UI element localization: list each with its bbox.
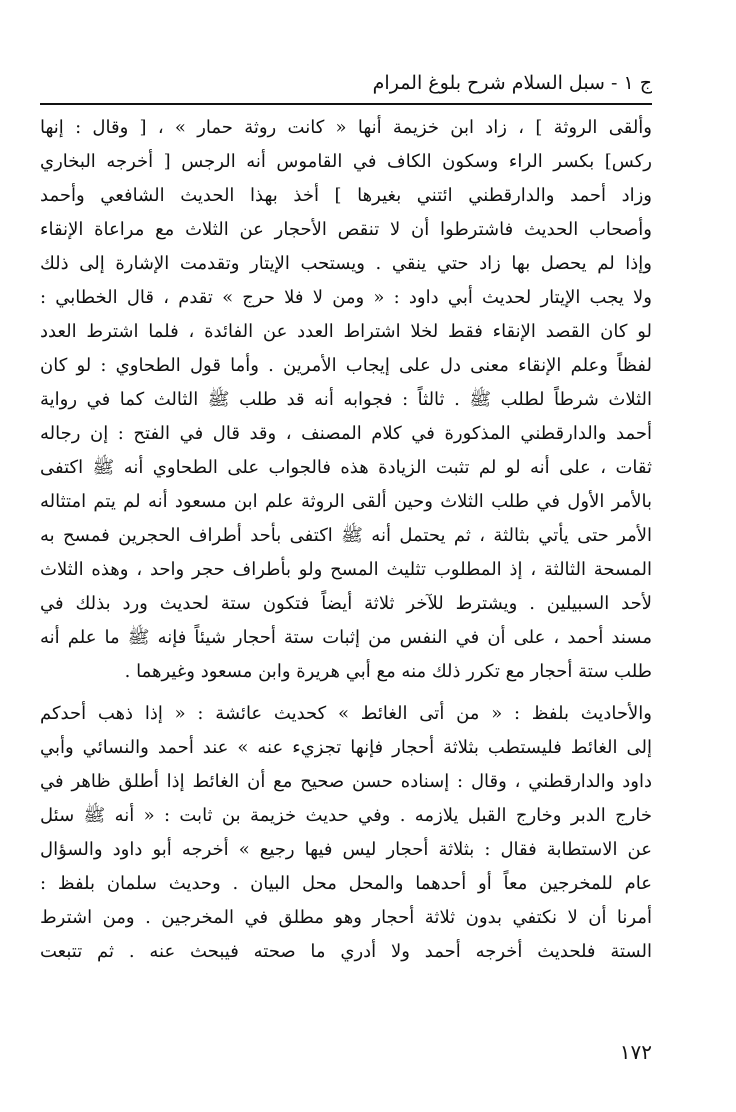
- text-line: أحمد والدارقطني المذكورة في كلام المصنف ، وقد قال في الفتح : إن رجاله: [40, 423, 652, 444]
- running-header: ج ١ - سبل السلام شرح بلوغ المرام: [372, 72, 652, 94]
- text-line: لو كان القصد الإنقاء فقط لخلا اشتراط العدد عن الفائدة ، فلما اشترط العدد: [40, 321, 652, 342]
- text-line: داود والدارقطني ، وقال : إسناده حسن صحيح مع أن الغائط إذا أطلق ظاهر في: [40, 771, 652, 792]
- text-line: عام للمخرجين معاً أو أحدهما والمحل محل البيان . وحديث سلمان بلفظ :: [40, 873, 652, 894]
- text-line: مسند أحمد ، على أن في النفس من إثبات ستة أحجار شيئاً فإنه ﷺ ما علم أنه: [40, 627, 652, 648]
- text-line: ركس] بكسر الراء وسكون الكاف في القاموس أنه الرجس [ أخرجه البخاري: [40, 151, 652, 172]
- text-line: وأصحاب الحديث فاشترطوا أن لا تنقص الأحجار عن الثلاث مع مراعاة الإنقاء: [40, 219, 652, 240]
- text-line: بالأمر الأول في طلب الثلاث وحين ألقى الروثة علم ابن مسعود أنه لم يتم امتثاله: [40, 491, 652, 512]
- page-number: ١٧٢: [619, 1040, 652, 1064]
- text-line: طلب ستة أحجار مع تكرر ذلك منه مع أبي هريرة وابن مسعود وغيرهما .: [124, 661, 652, 682]
- main-text: [40, 111, 652, 969]
- text-line: والأحاديث بلفظ : « من أتى الغائط » كحديث عائشة : « إذا ذهب أحدكم: [40, 703, 652, 724]
- text-line: إلى الغائط فليستطب بثلاثة أحجار فإنها تجزيء عنه » عند أحمد والنسائي وأبي: [40, 737, 652, 758]
- text-line: لفظاً وعلم الإنقاء معنى دل على إيجاب الأمرين . وأما قول الطحاوي : لو كان: [40, 355, 652, 376]
- text-line: الستة فلحديث أخرجه أحمد ولا أدري ما صحته فيبحث عنه . ثم تتبعت: [40, 941, 652, 962]
- header-rule: [40, 103, 652, 105]
- text-line: المسحة الثالثة ، إذ المطلوب تثليث المسح ولو بأطراف حجر واحد ، وهذه الثلاث: [40, 559, 652, 580]
- text-line: وألقى الروثة ] ، زاد ابن خزيمة أنها « كانت روثة حمار » ، [ وقال : إنها: [40, 117, 652, 138]
- text-line: الثلاث شرطاً لطلب ﷺ . ثالثاً : فجوابه أنه قد طلب ﷺ الثالث كما في رواية: [40, 389, 652, 410]
- text-line: ولا يجب الإيتار لحديث أبي داود : « ومن لا فلا حرج » تقدم ، قال الخطابي :: [40, 287, 652, 308]
- text-line: خارج الدبر وخارج القبل يلازمه . وفي حديث خزيمة بن ثابت : « أنه ﷺ سئل: [40, 805, 652, 826]
- text-line: وزاد أحمد والدارقطني ائتني بغيرها ] أخذ بهذا الحديث الشافعي وأحمد: [40, 185, 652, 206]
- paragraph-gap: [40, 689, 652, 697]
- text-line: وإذا لم يحصل بها زاد حتي ينقي . ويستحب الإيتار وتقدمت الإشارة إلى ذلك: [40, 253, 652, 274]
- text-line: أمرنا أن لا نكتفي بدون ثلاثة أحجار وهو مطلق في المخرجين . ومن اشترط: [40, 907, 652, 928]
- text-line: لأحد السبيلين . ويشترط للآخر ثلاثة أيضاً فتكون ستة لحديث ورد بذلك في: [40, 593, 652, 614]
- text-line: عن الاستطابة فقال : بثلاثة أحجار ليس فيها رجيع » أخرجه أبو داود والسؤال: [40, 839, 652, 860]
- text-line: ثقات ، على أنه لو لم تثبت الزيادة هذه فالجواب على الطحاوي أنه ﷺ اكتفى: [40, 457, 652, 478]
- text-line: الأمر حتى يأتي بثالثة ، ثم يحتمل أنه ﷺ اكتفى بأحد أطراف الحجرين فمسح به: [40, 525, 652, 546]
